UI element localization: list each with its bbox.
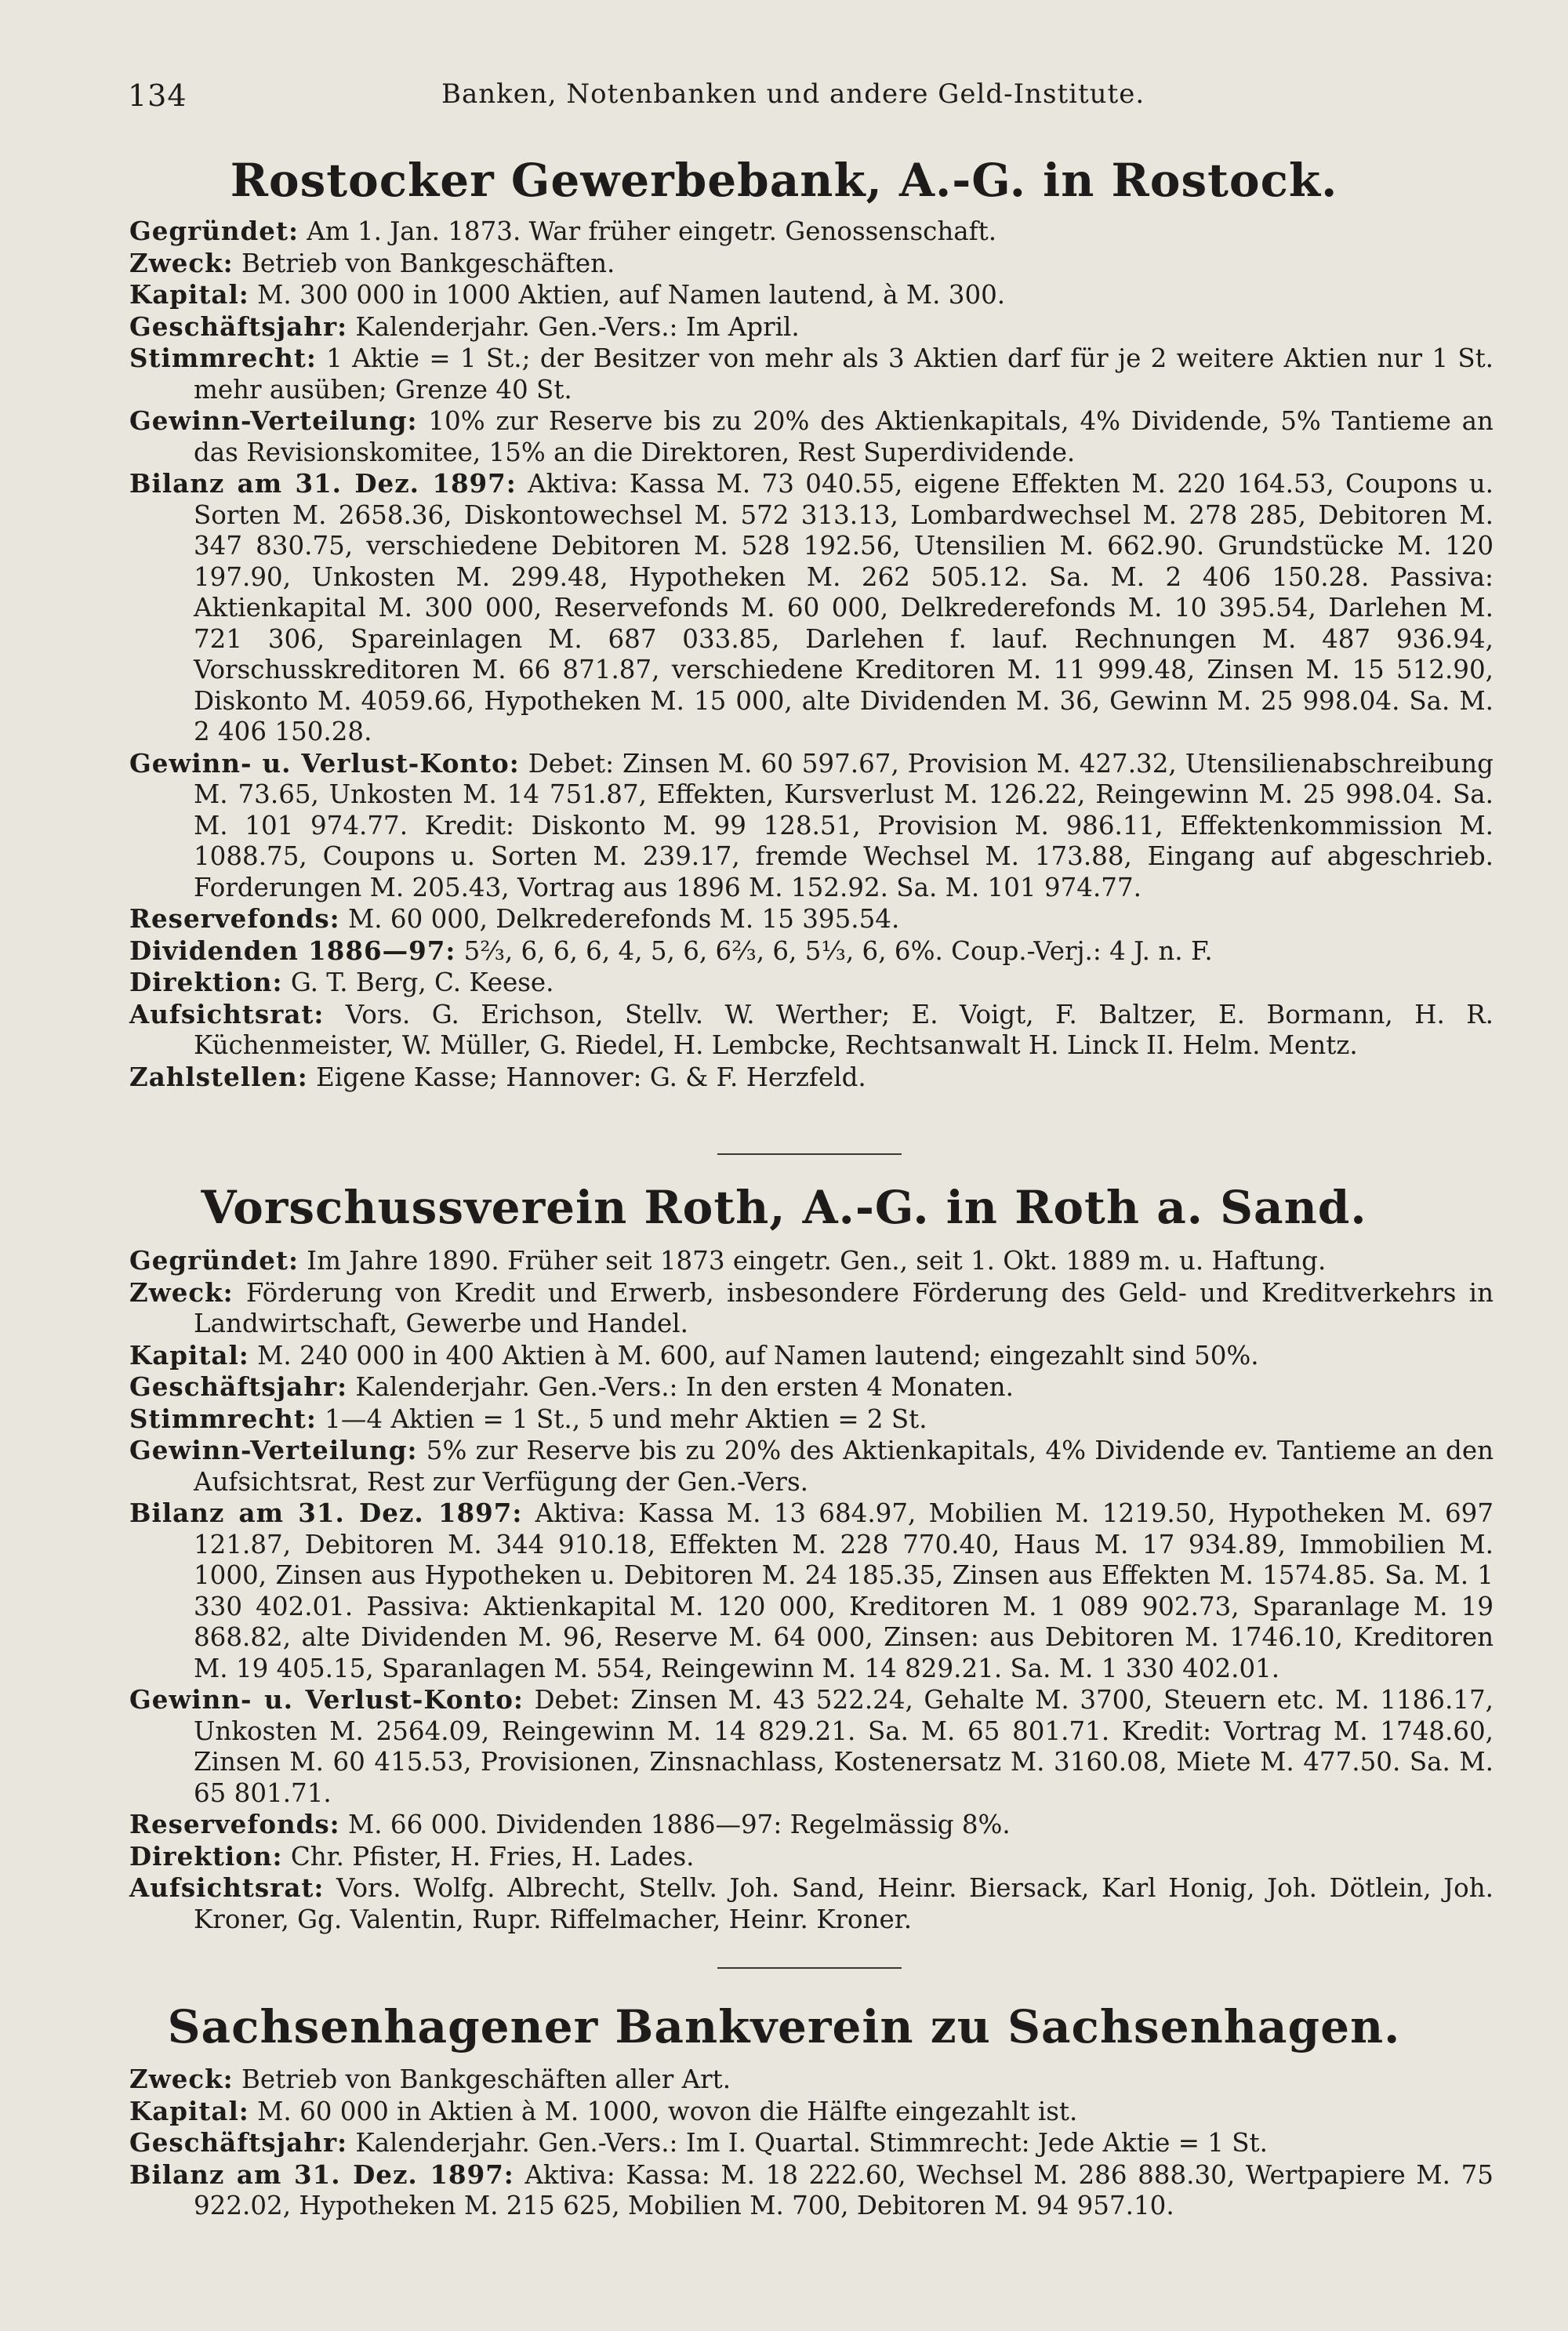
field-label: Aufsichtsrat: [129,998,325,1029]
field-text: Aktiva: Kassa M. 13 684.97, Mobilien M. 1219.50, Hypotheken M. 697 121.87, Debitoren M. 344 910.18, Effekten M. 228 770.40, Haus M. 17 934.89, Immobilien M. 1000, Zinsen aus Hypotheken u. Debitoren M. 24 185.35, Zinsen aus Effekten M. 1574.85. Sa. M. 1 330 402.01. Passiva: Aktienkapital M. 120 000, Kreditoren M. 1 089 902.73, Sparanlage M. 19 868.82, alte Dividenden M. 96, Reserve M. 64 000, Zinsen: aus Debitoren M. 1746.10, Kreditoren M. 19 405.15, Sparanlagen M. 554, Reingewinn M. 14 829.21. Sa. M. 1 330 402.01. [194,1498,1494,1683]
field-label: Bilanz am 31. Dez. 1897: [129,2159,514,2190]
entry-title-roth: Vorschussverein Roth, A.-G. in Roth a. Sand. [201,1181,1367,1234]
field-label: Gegründet: [129,1245,299,1276]
field-text: 5⅔, 6, 6, 6, 4, 5, 6, 6⅔, 6, 5⅓, 6, 6%. Coup.-Verj.: 4 J. n. F. [456,935,1213,966]
paragraph [129,279,1494,311]
field-text: Förderung von Kredit und Erwerb, insbesondere Förderung des Geld- und Kreditverkehrs in Landwirtschaft, Gewerbe und Handel. [194,1277,1494,1338]
field-label: Aufsichtsrat: [129,1872,325,1903]
field-text: Im Jahre 1890. Früher seit 1873 eingetr. Gen., seit 1. Okt. 1889 m. u. Haftung. [298,1246,1327,1276]
field-text: Chr. Pfister, H. Fries, H. Lades. [282,1841,695,1872]
field-label: Reservefonds: [129,1809,340,1839]
field-text: Aktiva: Kassa M. 73 040.55, eigene Effekten M. 220 164.53, Coupons u. Sorten M. 2658.36, Diskontowechsel M. 572 313.13, Lombardwechsel M. 278 285, Debitoren M. 347 830.75, verschiedene Debitoren M. 528 192.56, Utensilien M. 662.90. Grundstücke M. 120 197.90, Unkosten M. 299.48, Hypotheken M. 262 505.12. Sa. M. 2 406 150.28. Passiva: Aktienkapital M. 300 000, Reservefonds M. 60 000, Delkrederefonds M. 10 395.54, Darlehen M. 721 306, Spareinlagen M. 687 033.85, Darlehen f. lauf. Rechnungen M. 487 936.94, Vorschusskreditoren M. 66 871.87, verschiedene Kreditoren M. 11 999.48, Zinsen M. 15 512.90, Diskonto M. 4059.66, Hypotheken M. 15 000, alte Dividenden M. 36, Gewinn M. 25 998.04. Sa. M. 2 406 150.28. [194,469,1494,746]
paragraph [129,1371,1494,1403]
paragraph [129,1498,1494,1684]
field-label: Kapital: [129,2095,249,2126]
field-text: M. 66 000. Dividenden 1886—97: Regelmässig 8%. [339,1810,1011,1839]
field-label: Dividenden 1886—97: [129,935,456,966]
section-divider [717,1967,902,1969]
field-label: Geschäftsjahr: [129,1371,348,1402]
field-label: Gewinn-Verteilung: [129,1435,418,1465]
field-text: Betrieb von Bankgeschäften. [233,248,615,278]
paragraph [129,248,1494,280]
field-label: Kapital: [129,1339,249,1371]
field-text: Kalenderjahr. Gen.-Vers.: Im April. [347,311,800,342]
field-label: Zahlstellen: [129,1061,308,1092]
field-text: Debet: Zinsen M. 60 597.67, Provision M. 427.32, Utensilienabschreibung M. 73.65, Unkosten M. 14 751.87, Effekten, Kursverlust M. 126.22, Reingewinn M. 25 998.04. Sa. M. 101 974.77. Kredit: Diskonto M. 99 128.51, Provision M. 986.11, Effektenkommission M. 1088.75, Coupons u. Sorten M. 239.17, fremde Wechsel M. 173.88, Eingang auf abgeschrieb. Forderungen M. 205.43, Vortrag aus 1896 M. 152.92. Sa. M. 101 974.77. [194,748,1494,902]
paragraph [129,1872,1494,1935]
field-text: Vors. G. Erichson, Stellv. W. Werther; E. Voigt, F. Baltzer, E. Bormann, H. R. Küchenmeister, W. Müller, G. Riedel, H. Lembcke, Rechtsanwalt H. Linck II. Helm. Mentz. [194,999,1494,1060]
paragraph [129,967,1494,999]
field-text: M. 300 000 in 1000 Aktien, auf Namen lautend, à M. 300. [249,280,1006,310]
paragraph [129,1403,1494,1436]
field-label: Reservefonds: [129,903,340,934]
paragraph [129,1062,1494,1094]
paragraph [129,1245,1494,1277]
field-text: Vors. Wolfg. Albrecht, Stellv. Joh. Sand, Heinr. Biersack, Karl Honig, Joh. Dötlein, Joh. Kroner, Gg. Valentin, Rupr. Riffelmacher, Heinr. Kroner. [194,1873,1494,1934]
entry-title-rostocker: Rostocker Gewerbebank, A.-G. in Rostock. [230,154,1338,207]
field-label: Geschäftsjahr: [129,2127,348,2158]
field-label: Bilanz am 31. Dez. 1897: [129,1498,523,1528]
field-text: Am 1. Jan. 1873. War früher eingetr. Genossenschaft. [298,216,997,246]
field-text: Debet: Zinsen M. 43 522.24, Gehalte M. 3700, Steuern etc. M. 1186.17, Unkosten M. 2564.09, Reingewinn M. 14 829.21. Sa. M. 65 801.71. Kredit: Vortrag M. 1748.60, Zinsen M. 60 415.53, Provisionen, Zinsnachlass, Kostenersatz M. 3160.08, Miete M. 477.50. Sa. M. 65 801.71. [194,1685,1494,1808]
field-label: Gegründet: [129,216,299,246]
field-label: Stimmrecht: [129,343,317,373]
running-title: Banken, Notenbanken und andere Geld-Institute. [441,78,1145,110]
field-text: Betrieb von Bankgeschäften aller Art. [233,2064,731,2094]
page-header [128,78,1492,125]
paragraph [129,468,1494,748]
field-label: Bilanz am 31. Dez. 1897: [129,468,517,499]
field-label: Stimmrecht: [129,1403,317,1434]
paragraph [129,748,1494,904]
field-label: Gewinn-Verteilung: [129,405,418,436]
entry-rostocker [129,216,1494,1093]
field-text: 1 Aktie = 1 St.; der Besitzer von mehr als 3 Aktien darf für je 2 weitere Aktien nur 1 St. mehr ausüben; Grenze 40 St. [194,343,1494,405]
paragraph [129,999,1494,1062]
field-text: Kalenderjahr. Gen.-Vers.: In den ersten 4 Monaten. [347,1372,1014,1402]
paragraph [129,216,1494,248]
paragraph [129,2064,1494,2096]
paragraph [129,2096,1494,2128]
field-label: Gewinn- u. Verlust-Konto: [129,747,520,779]
field-label: Direktion: [129,1840,283,1872]
paragraph [129,1809,1494,1841]
field-text: M. 60 000, Delkrederefonds M. 15 395.54. [339,904,900,934]
field-label: Zweck: [129,1276,234,1308]
entry-sachsenhagen [129,2064,1494,2222]
field-text: Aktiva: Kassa: M. 18 222.60, Wechsel M. 286 888.30, Wertpapiere M. 75 922.02, Hypotheken M. 215 625, Mobilien M. 700, Debitoren M. 94 957.10. [194,2159,1494,2220]
paragraph [129,2159,1494,2222]
field-label: Zweck: [129,2064,234,2094]
field-text: G. T. Berg, C. Keese. [282,968,554,997]
field-text: M. 240 000 in 400 Aktien à M. 600, auf Namen lautend; eingezahlt sind 50%. [249,1340,1259,1371]
paragraph [129,1841,1494,1873]
section-divider [717,1153,902,1155]
field-text: Kalenderjahr. Gen.-Vers.: Im I. Quartal. Stimmrecht: Jede Aktie = 1 St. [347,2128,1268,2158]
page-number: 134 [128,78,187,113]
field-text: Eigene Kasse; Hannover: G. & F. Herzfeld. [307,1062,866,1092]
field-label: Kapital: [129,279,249,310]
field-label: Direktion: [129,967,283,997]
field-label: Gewinn- u. Verlust-Konto: [129,1684,524,1715]
paragraph [129,903,1494,935]
field-text: M. 60 000 in Aktien à M. 1000, wovon die Hälfte eingezahlt ist. [249,2096,1078,2126]
paragraph [129,1277,1494,1340]
field-text: 1—4 Aktien = 1 St., 5 und mehr Aktien = 2 St. [316,1403,927,1434]
entry-roth [129,1245,1494,1935]
paragraph [129,1340,1494,1372]
field-label: Zweck: [129,247,234,278]
paragraph [129,935,1494,968]
entry-title-sachsenhagen: Sachsenhagener Bankverein zu Sachsenhagen. [167,2000,1401,2053]
paragraph [129,343,1494,405]
paragraph [129,311,1494,343]
field-text: 5% zur Reserve bis zu 20% des Aktienkapitals, 4% Dividende ev. Tantieme an den Aufsichtsrat, Rest zur Verfügung der Gen.-Vers. [194,1436,1494,1497]
field-label: Geschäftsjahr: [129,310,348,342]
paragraph [129,405,1494,468]
paragraph [129,1435,1494,1498]
field-text: 10% zur Reserve bis zu 20% des Aktienkapitals, 4% Dividende, 5% Tantieme an das Revisionskomitee, 15% an die Direktoren, Rest Superdividende. [194,406,1494,467]
paragraph [129,1684,1494,1809]
paragraph [129,2127,1494,2159]
